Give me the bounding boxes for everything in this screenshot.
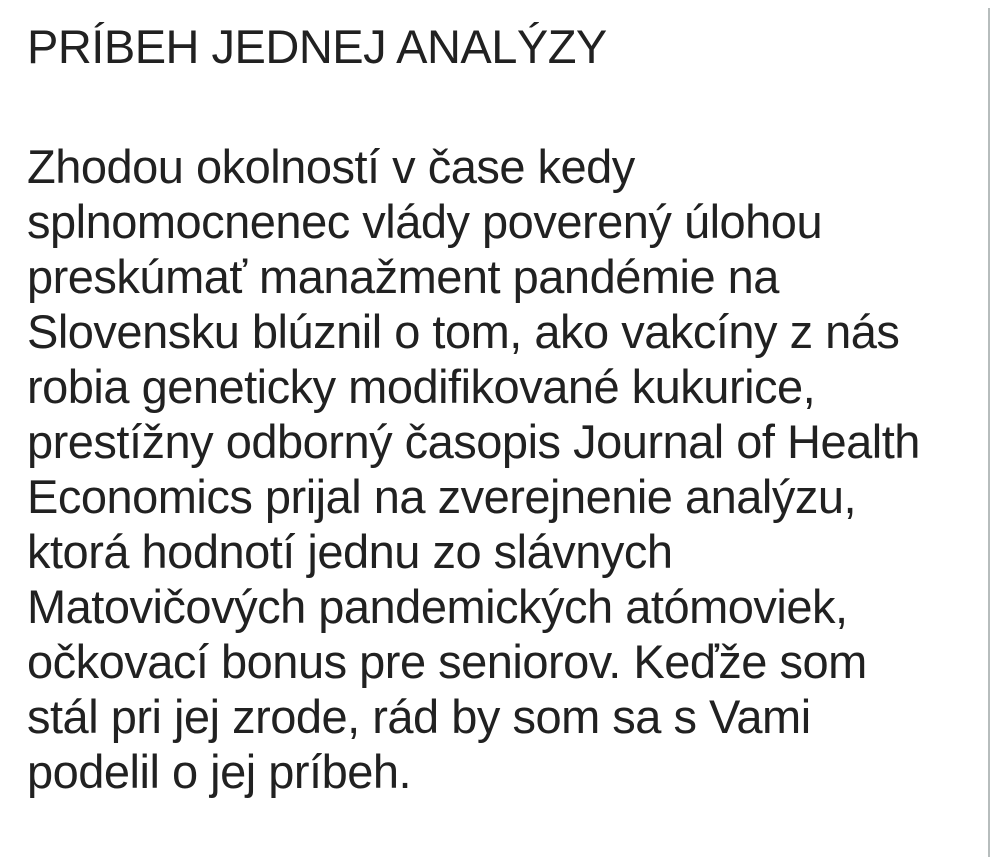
paragraph-line: splnomocnenec vlády poverený úlohou xyxy=(27,195,823,248)
right-border-line xyxy=(988,8,990,857)
post-title: PRÍBEH JEDNEJ ANALÝZY xyxy=(27,20,607,73)
paragraph-line: očkovací bonus pre seniorov. Keďže som xyxy=(27,635,867,688)
paragraph-line: Slovensku blúznil o tom, ako vakcíny z nás xyxy=(27,305,900,358)
post-body xyxy=(27,139,960,799)
paragraph-line: robia geneticky modifikované kukurice, xyxy=(27,360,816,413)
paragraph-line: Economics prijal na zverejnenie analýzu, xyxy=(27,470,857,523)
paragraph-line: podelil o jej príbeh. xyxy=(27,745,412,798)
paragraph-line: Matovičových pandemických atómoviek, xyxy=(27,580,848,633)
paragraph-line: stál pri jej zrode, rád by som sa s Vami xyxy=(27,690,811,743)
paragraph-line: prestížny odborný časopis Journal of Health xyxy=(27,415,920,468)
paragraph-line: Zhodou okolností v čase kedy xyxy=(27,140,635,193)
paragraph-line: preskúmať manažment pandémie na xyxy=(27,250,779,303)
paragraph-line: ktorá hodnotí jednu zo slávnych xyxy=(27,525,673,578)
